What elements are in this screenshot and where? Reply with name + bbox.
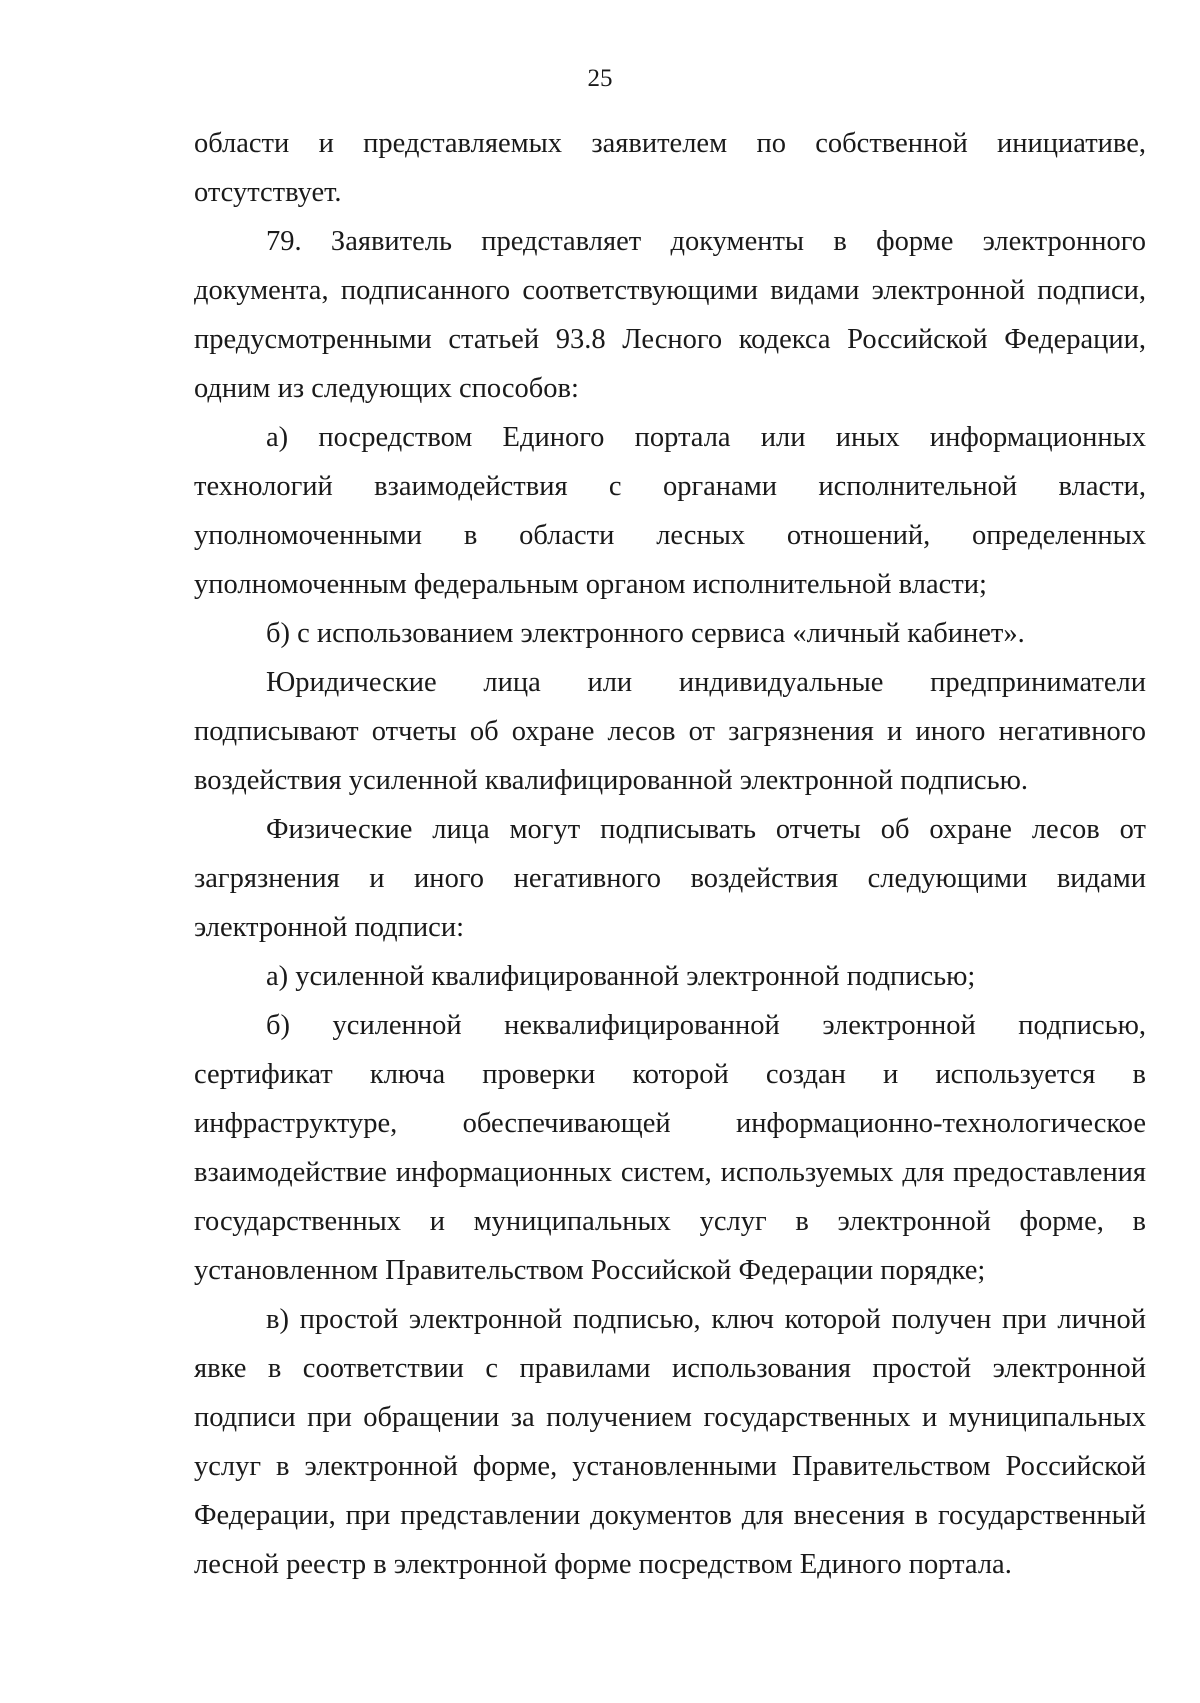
paragraph-4: б) с использованием электронного сервиса «личный кабинет». <box>266 618 1025 649</box>
document-body <box>194 119 1146 1589</box>
paragraph-5: Юридические лица или индивидуальные предприниматели подписывают отчеты об охране лесов от загрязнения и иного негативного воздействия усиленной квалифицированной электронной подписью. <box>194 667 1146 796</box>
paragraph-1: области и представляемых заявителем по собственной инициативе, отсутствует. <box>194 128 1146 208</box>
paragraph-9: в) простой электронной подписью, ключ которой получен при личной явке в соответствии с правилами использования простой электронной подписи при обращении за получением государственных и муниципальных услуг в электронной форме, установленными Правительством Российской Федерации, при представлении документов для внесения в государственный лесной реестр в электронной форме посредством Единого портала. <box>194 1304 1146 1580</box>
page-number: 25 <box>587 65 613 92</box>
paragraph-2: 79. Заявитель представляет документы в форме электронного документа, подписанного соответствующими видами электронной подписи, предусмотренными статьей 93.8 Лесного кодекса Российской Федерации, одним из следующих способов: <box>194 226 1146 404</box>
paragraph-3: а) посредством Единого портала или иных информационных технологий взаимодействия с органами исполнительной власти, уполномоченными в области лесных отношений, определенных уполномоченным федеральным органом исполнительной власти; <box>194 422 1146 600</box>
paragraph-7: а) усиленной квалифицированной электронной подписью; <box>266 961 976 992</box>
paragraph-6: Физические лица могут подписывать отчеты об охране лесов от загрязнения и иного негативного воздействия следующими видами электронной подписи: <box>194 814 1146 943</box>
paragraph-8: б) усиленной неквалифицированной электронной подписью, сертификат ключа проверки которой создан и используется в инфраструктуре, обеспечивающей информационно-технологическое взаимодействие информационных систем, используемых для предоставления государственных и муниципальных услуг в электронной форме, в установленном Правительством Российской Федерации порядке; <box>194 1010 1146 1286</box>
